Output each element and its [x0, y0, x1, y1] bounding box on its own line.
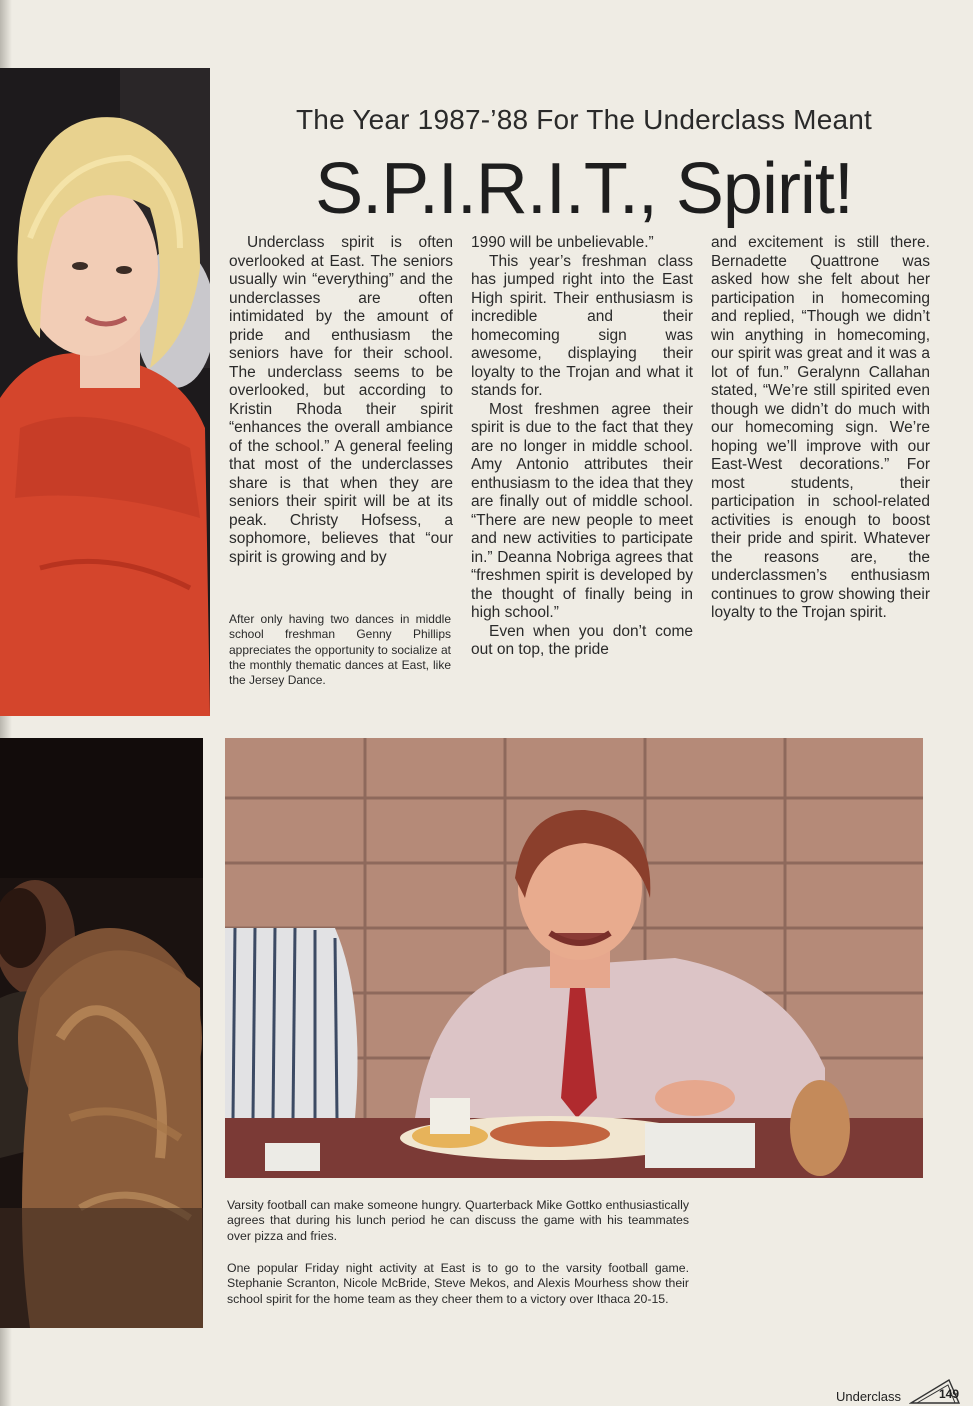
caption-lunch-photo: Varsity football can make someone hungry. Quarterback Mike Gottko enthusiastically agrees that during his lunch period he can discuss the game with his teammates over pizza and fries. [227, 1198, 689, 1243]
article-kicker: The Year 1987-’88 For The Underclass Meant [296, 104, 872, 135]
article-paragraph: Most freshmen agree their spirit is due to the fact that they are no longer in middle school. Amy Antonio attributes their enthusiasm to the idea that they are finally out of middle school. “There are new people to meet and new activities to participate in.” Deanna Nobriga agrees that “freshmen spirit is developed by the thought of finally being in high school.” [471, 400, 693, 621]
folio-section-label: Underclass [835, 1389, 901, 1404]
article-column-2 [471, 234, 693, 660]
caption-football-photo: One popular Friday night activity at East is to go to the varsity football game. Stephanie Scranton, Nicole McBride, Steve Mekos, and Alexis Mourhess show their school spirit for the home team as they cheer them to a victory over Ithaca 20-15. [227, 1261, 689, 1306]
photo-football-crowd [0, 738, 203, 1328]
article-paragraph: 1990 will be unbelievable.” [471, 234, 654, 251]
caption-freshman-photo: After only having two dances in middle school freshman Genny Phillips appreciates the opportunity to socialize at the monthly thematic dances at East, like the Jersey Dance. [229, 612, 451, 688]
article-paragraph: Even when you don’t come out on top, the pride [471, 622, 693, 658]
article-paragraph: and excitement is still there. Bernadette Quattrone was asked how she felt about her participation in homecoming and replied, “Though we didn’t win anything in homecoming, our spirit was great and it was a lot of fun.” Geralynn Callahan stated, “We’re still spirited even though we didn’t do much with our homecoming sign. We’re hoping we’ll improve with our East-West decorations.” For most students, their participation in school-related activities is enough to boost their pride and spirit. Whatever the reasons are, the underclassmen’s enthusiasm continues to grow showing their loyalty to the Trojan spirit. [711, 234, 930, 621]
folio-triangle-icon [909, 1378, 961, 1404]
article-paragraph: Underclass spirit is often overlooked at East. The seniors usually win “everything” and the underclasses are often intimidated by the amount of pride and enthusiasm the seniors have for their school. The underclass seems to be overlooked, but according to Kristin Rhoda their spirit “enhances the overall ambiance of the school.” A general feeling that most of the underclasses share is that when they are seniors their spirit will be at its peak. Christy Hofsess, a sophomore, believes that “our spirit is growing and by [229, 234, 453, 566]
article-column-1 [229, 234, 453, 567]
photo-lunch-room [225, 738, 923, 1178]
page-folio [836, 1378, 961, 1404]
article-paragraph: This year’s freshman class has jumped right into the East High spirit. Their enthusiasm is incredible and their homecoming sign was awesome, displaying their loyalty to the Trojan and what it stands for. [471, 252, 693, 399]
photo-freshman-girl [0, 68, 210, 716]
article-headline: S.P.I.R.I.T., Spirit! [315, 149, 853, 229]
article-column-3 [711, 234, 930, 623]
page-number: 149 [938, 1387, 959, 1401]
